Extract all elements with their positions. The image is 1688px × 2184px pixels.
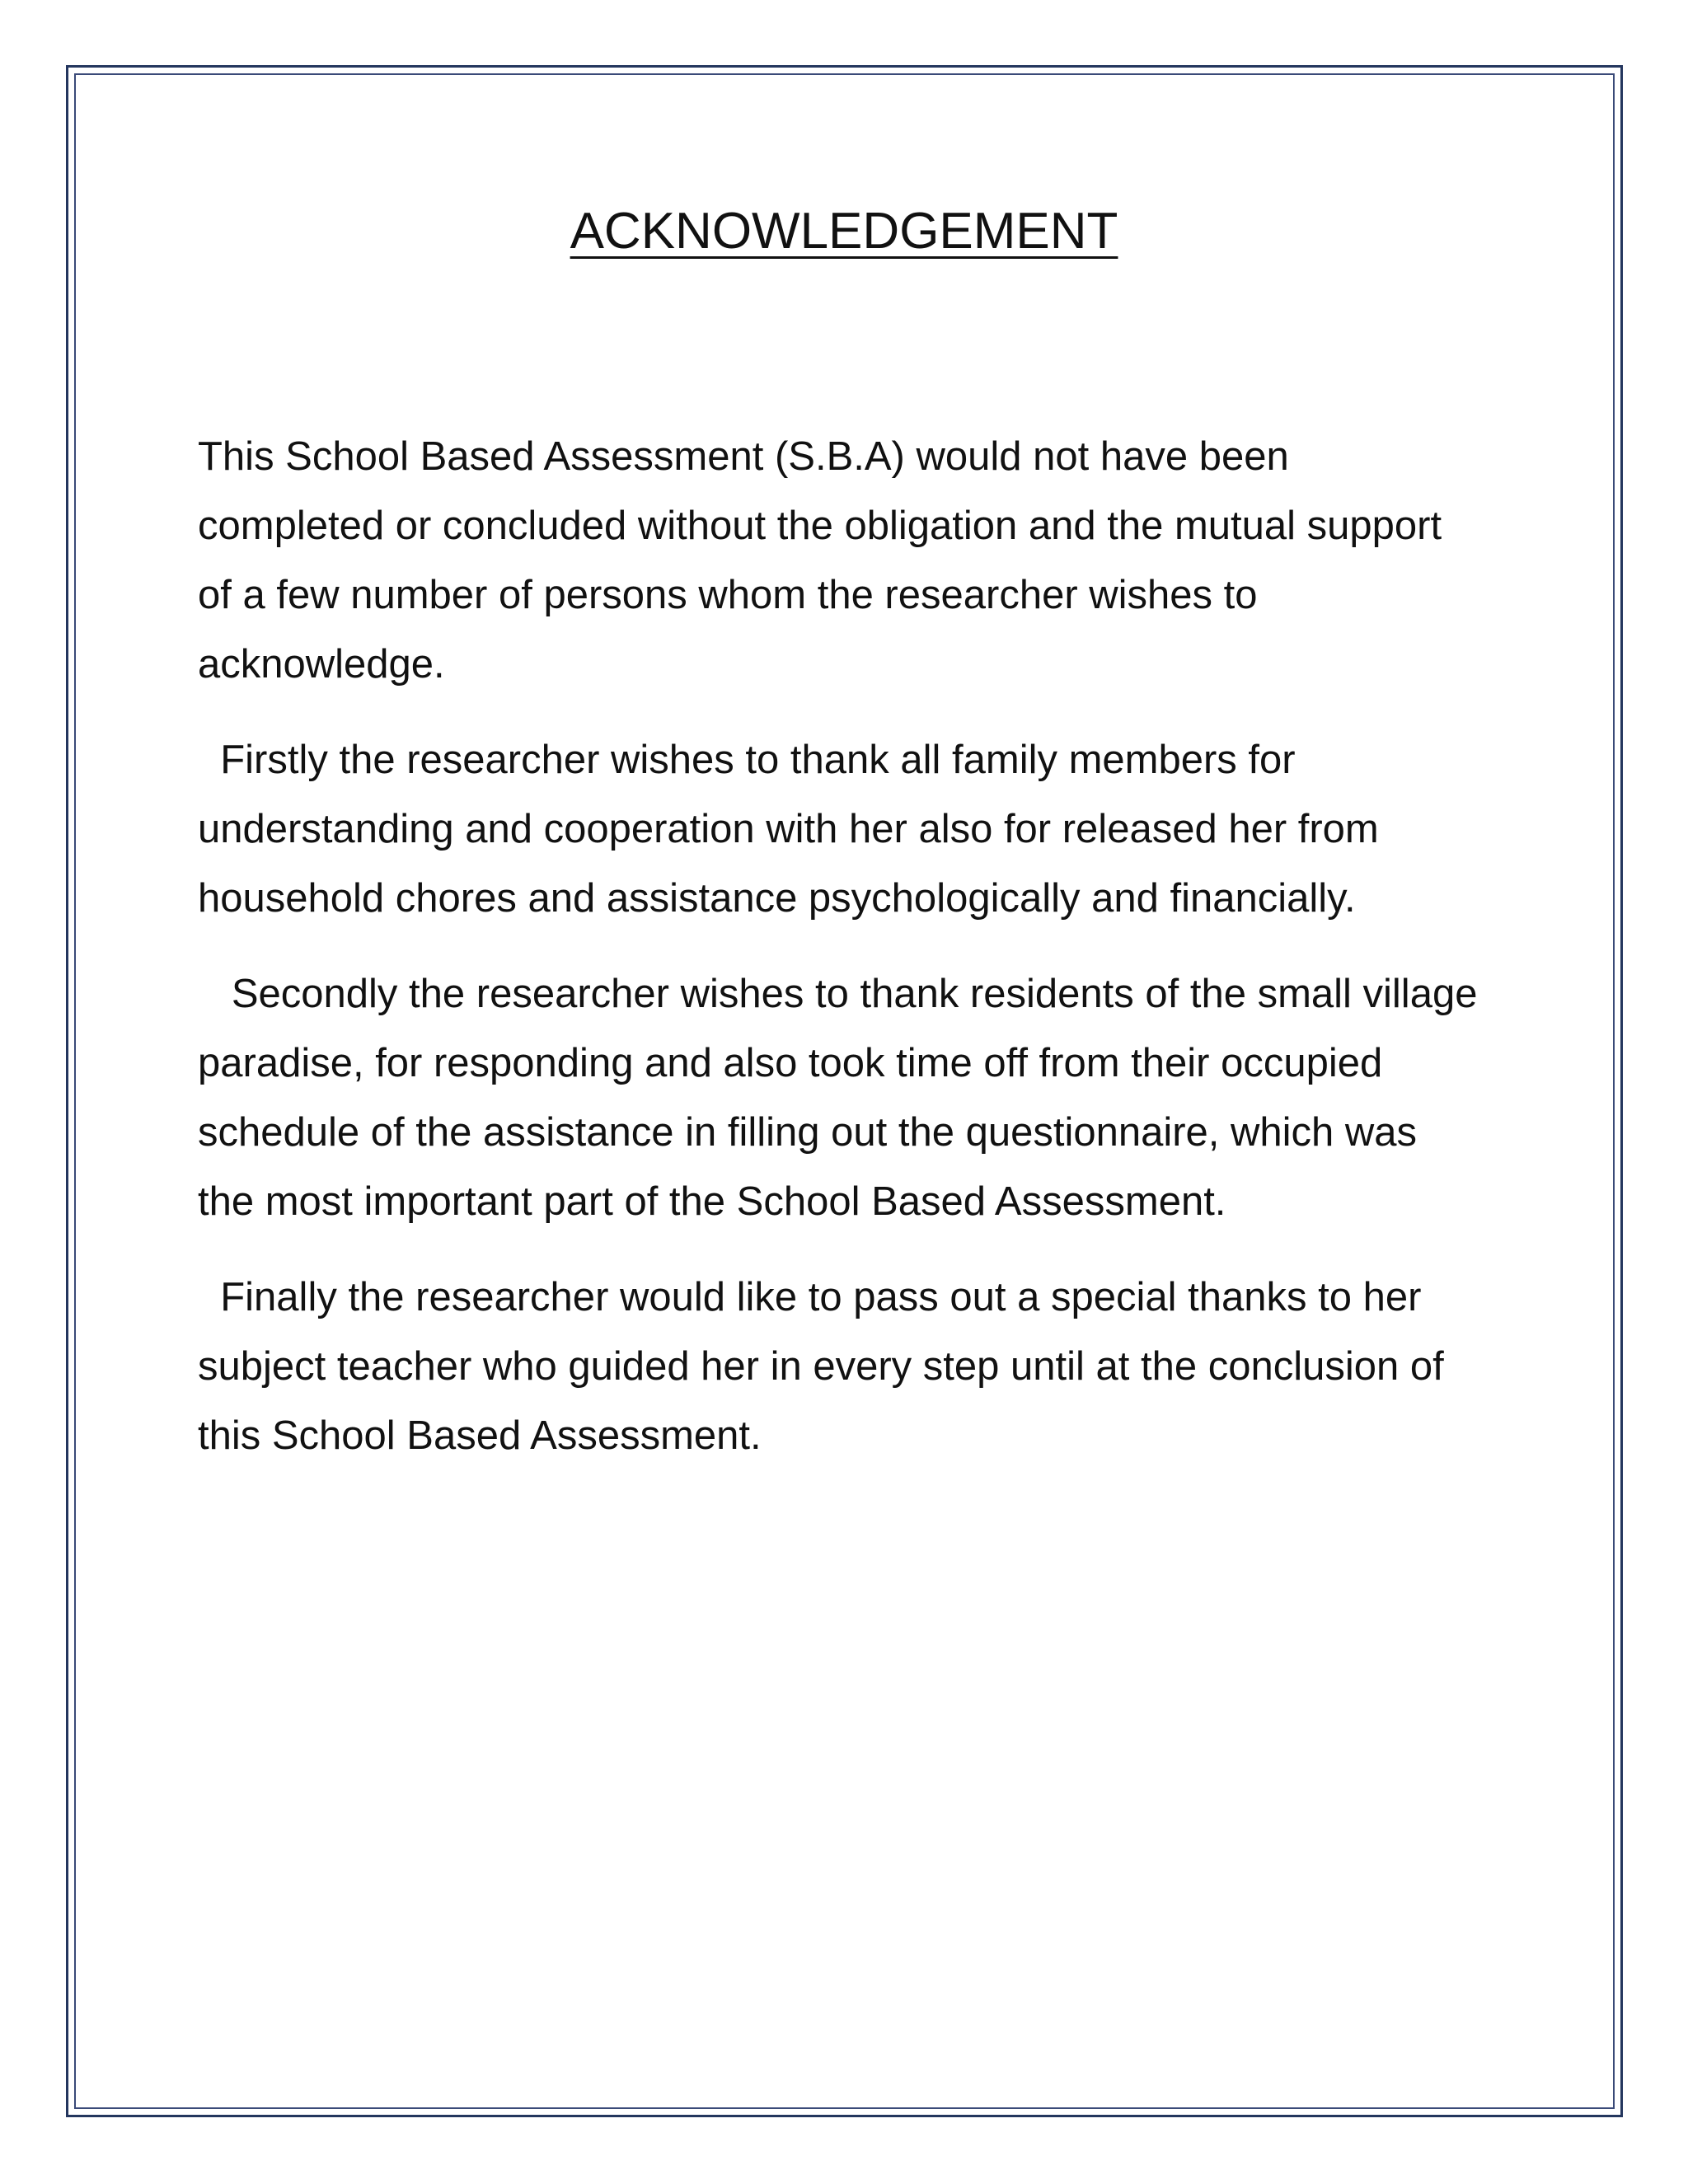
paragraph-teacher: Finally the researcher would like to pass out a special thanks to her subject teacher who guided her in every step until at the conclusion of this School Based Assessment. bbox=[198, 1275, 1456, 1458]
page-title bbox=[0, 202, 1688, 260]
page-title-text: ACKNOWLEDGEMENT bbox=[570, 203, 1118, 260]
paragraph-intro: This School Based Assessment (S.B.A) would not have been completed or concluded without the obligation and the mutual support of a few number of persons whom the researcher wishes to acknowledge. bbox=[198, 434, 1453, 687]
paragraph-residents: Secondly the researcher wishes to thank residents of the small village paradise, for responding and also took time off from their occupied schedule of the assistance in filling out the questionnaire, which was the most important part of the School Based Assessment. bbox=[198, 972, 1489, 1224]
paragraph-family: Firstly the researcher wishes to thank all family members for understanding and cooperation with her also for released her from household chores and assistance psychologically and financially. bbox=[198, 738, 1390, 921]
acknowledgement-body bbox=[198, 422, 1489, 1497]
